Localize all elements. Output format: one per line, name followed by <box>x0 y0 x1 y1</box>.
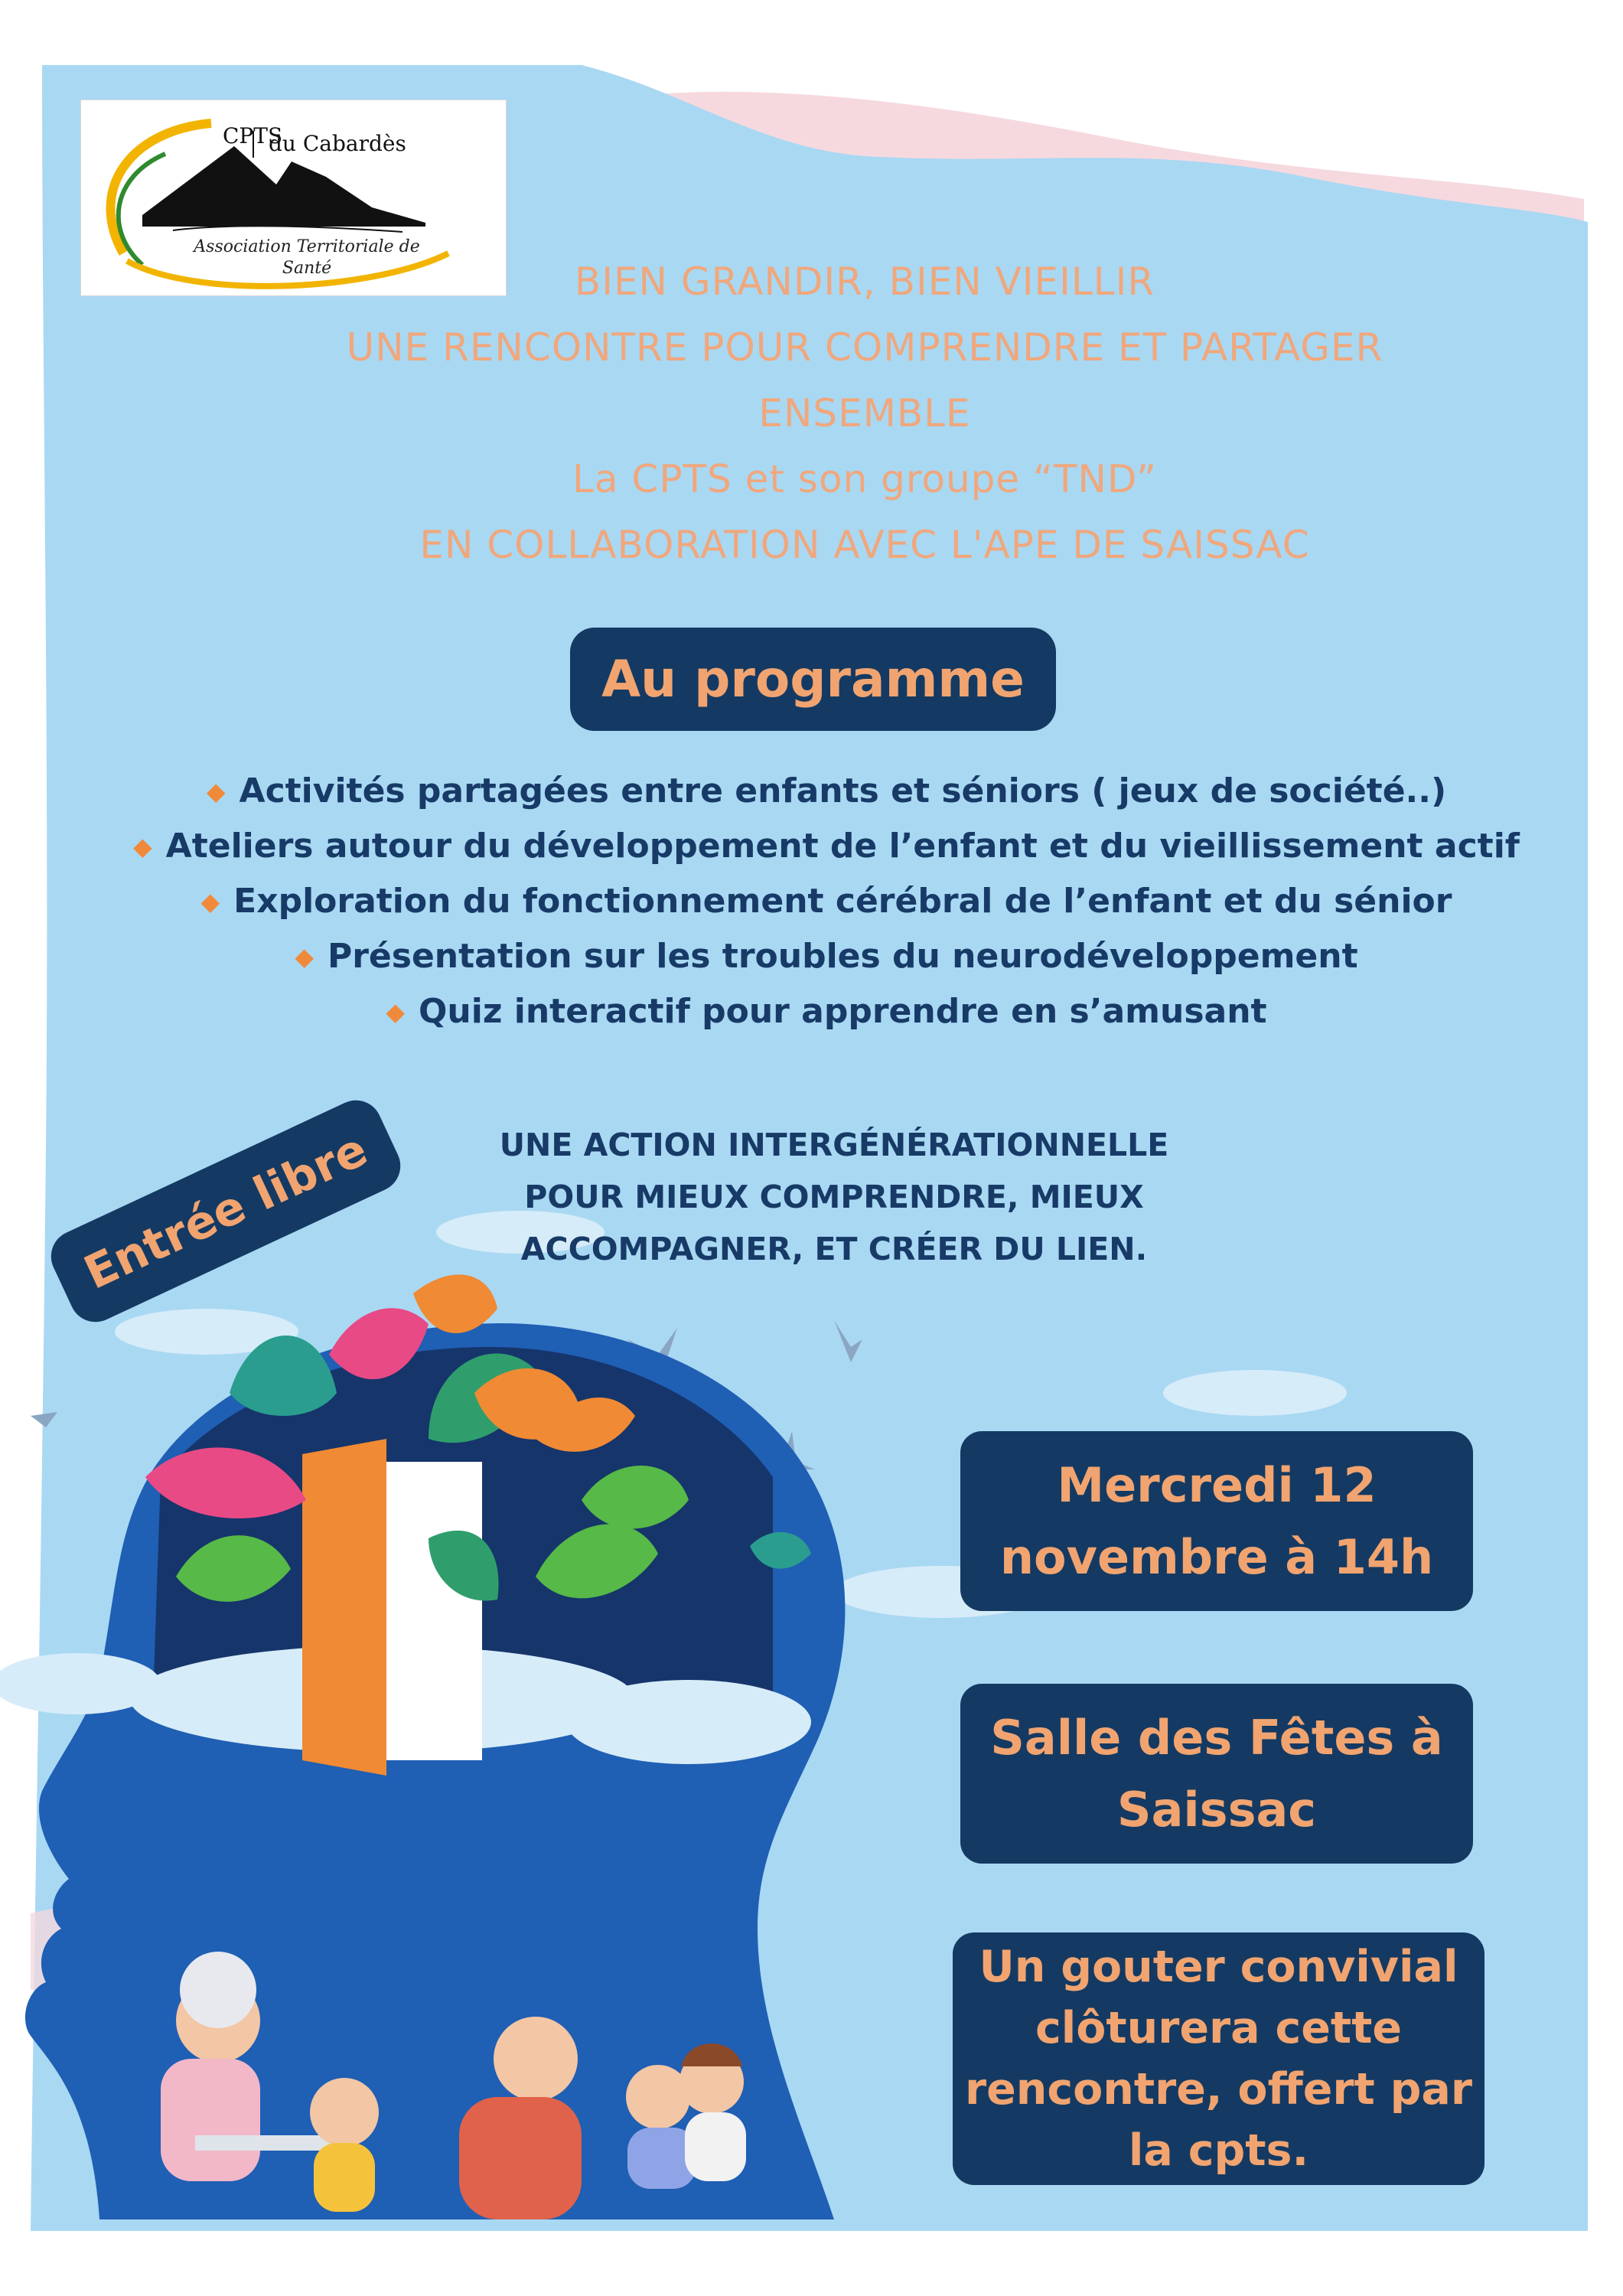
date-line: Mercredi 12 <box>1057 1456 1377 1513</box>
list-item: ◆ Activités partagées entre enfants et séniors ( jeux de société..) <box>206 771 1447 810</box>
boy2-body <box>685 2112 746 2181</box>
date-line: novembre à 14h <box>999 1528 1434 1585</box>
cloud <box>566 1680 811 1764</box>
list-item: ◆ Quiz interactif pour apprendre en s’amusant <box>386 992 1267 1031</box>
grandmother-body <box>161 2059 260 2181</box>
grandmother-hair <box>180 1952 256 2028</box>
door-panel <box>302 1439 386 1776</box>
headline-line: La CPTS et son groupe “TND” <box>572 457 1157 501</box>
list-item: ◆ Exploration du fonctionnement cérébral de l’enfant et du sénior <box>200 882 1452 921</box>
cloud <box>1163 1370 1347 1416</box>
action-line: POUR MIEUX COMPRENDRE, MIEUX <box>524 1179 1144 1215</box>
action-line: UNE ACTION INTERGÉNÉRATIONNELLE <box>499 1127 1169 1163</box>
child-body <box>314 2143 375 2212</box>
programme-title: Au programme <box>570 628 1056 731</box>
headline-line: ENSEMBLE <box>758 391 971 435</box>
diamond-bullet-icon: ◆ <box>206 777 226 806</box>
location-line: Salle des Fêtes à <box>990 1709 1443 1766</box>
date-box <box>960 1431 1473 1611</box>
snack-line: clôturera cette <box>1035 2003 1403 2053</box>
logo-tagline: Association Territoriale de Santé <box>194 237 420 278</box>
location-line: Saissac <box>1116 1781 1317 1838</box>
grandfather-body <box>459 2097 582 2219</box>
grandfather-head <box>494 2017 578 2101</box>
table <box>195 2135 333 2151</box>
snack-box <box>953 1932 1484 2185</box>
snack-line: Un gouter convivial <box>979 1942 1458 1992</box>
snack-line: la cpts. <box>1128 2125 1309 2176</box>
headline-line: UNE RENCONTRE POUR COMPRENDRE ET PARTAGER <box>346 325 1383 370</box>
logo-name-right: du Cabardès <box>269 131 406 156</box>
list-item: ◆ Ateliers autour du développement de l’enfant et du vieillissement actif <box>133 827 1520 866</box>
diamond-bullet-icon: ◆ <box>133 832 152 861</box>
headline-line: BIEN GRANDIR, BIEN VIEILLIR <box>574 259 1155 304</box>
list-item: ◆ Présentation sur les troubles du neurodéveloppement <box>295 937 1358 976</box>
headline-line: EN COLLABORATION AVEC L'APE DE SAISSAC <box>419 523 1310 567</box>
free-entry-badge: Entrée libre <box>43 1092 409 1331</box>
location-box <box>960 1684 1473 1864</box>
diamond-bullet-icon: ◆ <box>295 942 314 971</box>
action-line: ACCOMPAGNER, ET CRÉER DU LIEN. <box>520 1231 1148 1267</box>
snack-line: rencontre, offert par <box>965 2064 1472 2115</box>
cloud <box>0 1653 161 1714</box>
diamond-bullet-icon: ◆ <box>200 887 220 916</box>
logo-name-left: CPTS <box>223 123 283 148</box>
diamond-bullet-icon: ◆ <box>386 997 406 1026</box>
child-head <box>310 2078 379 2147</box>
